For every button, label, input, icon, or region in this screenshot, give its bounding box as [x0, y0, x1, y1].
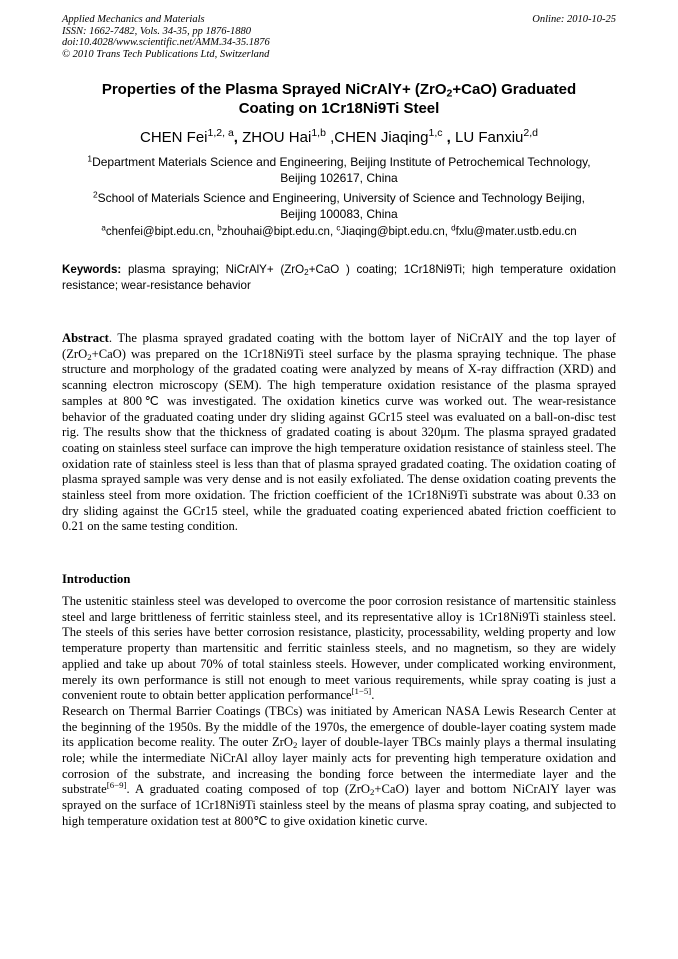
- email-link[interactable]: chenfei@bipt.edu.cn,: [105, 226, 218, 238]
- copyright-line: © 2010 Trans Tech Publications Ltd, Switzerland: [62, 48, 270, 60]
- citation: [6−9]: [106, 780, 127, 791]
- journal-header: [62, 14, 616, 60]
- email-link[interactable]: zhouhai@bipt.edu.cn,: [221, 226, 337, 238]
- author-emails: $^a$chenfei@bipt.edu.cn, $^b$zhouhai@bipt.edu.cn, $^c$Jiaqing@bipt.edu.cn, $^d$fxlu@mater.ustb.edu.cn: [101, 223, 577, 238]
- author-name: CHEN Jiaqing: [334, 129, 429, 146]
- affiliation-1: $^1$Department Materials Science and Engineering, Beijing Institute of Petrochemical Technology, Beijing 102617, China: [87, 153, 591, 185]
- email-link[interactable]: Jiaqing@bipt.edu.cn,: [340, 226, 452, 238]
- doi-line: doi:10.4028/www.scientific.net/AMM.34-35.1876: [62, 37, 270, 49]
- email-link[interactable]: fxlu@mater.ustb.edu.cn: [455, 226, 577, 238]
- issn-line: ISSN: 1662-7482, Vols. 34-35, pp 1876-1880: [62, 25, 251, 37]
- keywords-label: Keywords:: [62, 263, 122, 276]
- paragraph: The ustenitic stainless steel was developed to overcome the poor corrosion resistance of martensitic stainless steel and large brittleness of ferritic stainless steel, and its representative alloy is 1Cr18Ni9Ti stainless steel. The steels of this series have better corrosion resistance, plasticity, processability, welding property and low temperature property than martensitic and ferritic stainless steels, and no magnetism, so they are widely applied and take up about 70% of total stainless steels. However, under complicated working environment, merely its own performance is still not enough to meet various requirements, while spray coating is just a convenient route to obtain better application performance[1−5].: [62, 594, 616, 703]
- author-list: CHEN Fei$^{1,2, a}$, ZHOU Hai$^{1,b}$ ,CHEN Jiaqing$^{1,c}$ , LU Fanxiu$^{2,d}$: [140, 127, 538, 146]
- keywords: Keywords: plasma spraying; NiCrAlY+ (ZrO$_2$+CaO ) coating; 1Cr18Ni9Ti; high temperature oxidation resistance; wear-resistance behavior: [62, 263, 616, 292]
- paper-title: Properties of the Plasma Sprayed NiCrAlY+ (ZrO$_2$+CaO) Graduated Coating on 1Cr18Ni9Ti Steel: [101, 81, 577, 117]
- affiliation-2: $^2$School of Materials Science and Engineering, University of Science and Technology Beijing, Beijing 100083, China: [92, 189, 586, 221]
- section-heading-introduction: Introduction: [62, 572, 131, 586]
- abstract-label: Abstract: [62, 331, 109, 345]
- introduction-body: [62, 594, 616, 830]
- author-name: LU Fanxiu: [450, 129, 524, 146]
- online-date: Online: 2010-10-25: [532, 14, 616, 25]
- journal-name: Applied Mechanics and Materials: [62, 14, 205, 25]
- abstract: Abstract. The plasma sprayed gradated coating with the bottom layer of NiCrAlY and the top layer of (ZrO$_2$+CaO) was prepared on the 1Cr18Ni9Ti steel surface by the plasma spraying technique. The phase structure and morphology of the gradated coating were analyzed by means of X-ray diffraction (XRD) and scanning electron microscopy (SEM). The high temperature oxidation resistance of the plasma sprayed samples at 800℃ was investigated. The oxidation kinetics curve was worked out. The wear-resistance behavior of the graduated coating under dry sliding against GCr15 steel was evaluated on a ball-on-disc test rig. The results show that the thickness of gradated coating is about 320μm. The plasma sprayed gradated coating on stainless steel surface can improve the high temperature oxidation resistance of stainless steel. The oxidation rate of stainless steel is less than that of plasma sprayed gradated coating. The oxidation coating of plasma sprayed sample was very dense and is not easily exfoliated. The dense oxidation coating prevents the stainless steel from more oxidation. The friction coefficient of the 1Cr18Ni9Ti substrate was about 0.33 on dry sliding against the GCr15 steel, while the graduated coating experienced abated friction coefficient to 0.21 on the same testing condition.: [62, 331, 616, 534]
- citation: [1−5]: [351, 686, 372, 697]
- author-name: ZHOU Hai: [237, 129, 312, 146]
- paragraph: Research on Thermal Barrier Coatings (TBCs) was initiated by American NASA Lewis Research Center at the beginning of the 1950s. By the middle of the 1970s, the emergence of double-layer coating system made its application become reality. The outer ZrO$_2$ layer of double-layer TBCs mainly plays a thermal insulating role; while the intermediate NiCrAl alloy layer mainly acts for preventing high temperature oxidation and corrosion of the substrate, and increasing the bonding force between the intermediate layer and the substrate[6−9]. A graduated coating composed of top (ZrO$_2$+CaO) layer and bottom NiCrAlY layer was sprayed on the surface of 1Cr18Ni9Ti stainless steel by the means of plasma spray coating, and subjected to high temperature oxidation test at 800℃ to give oxidation kinetic curve.: [62, 703, 616, 828]
- author-name: CHEN Fei: [140, 129, 208, 146]
